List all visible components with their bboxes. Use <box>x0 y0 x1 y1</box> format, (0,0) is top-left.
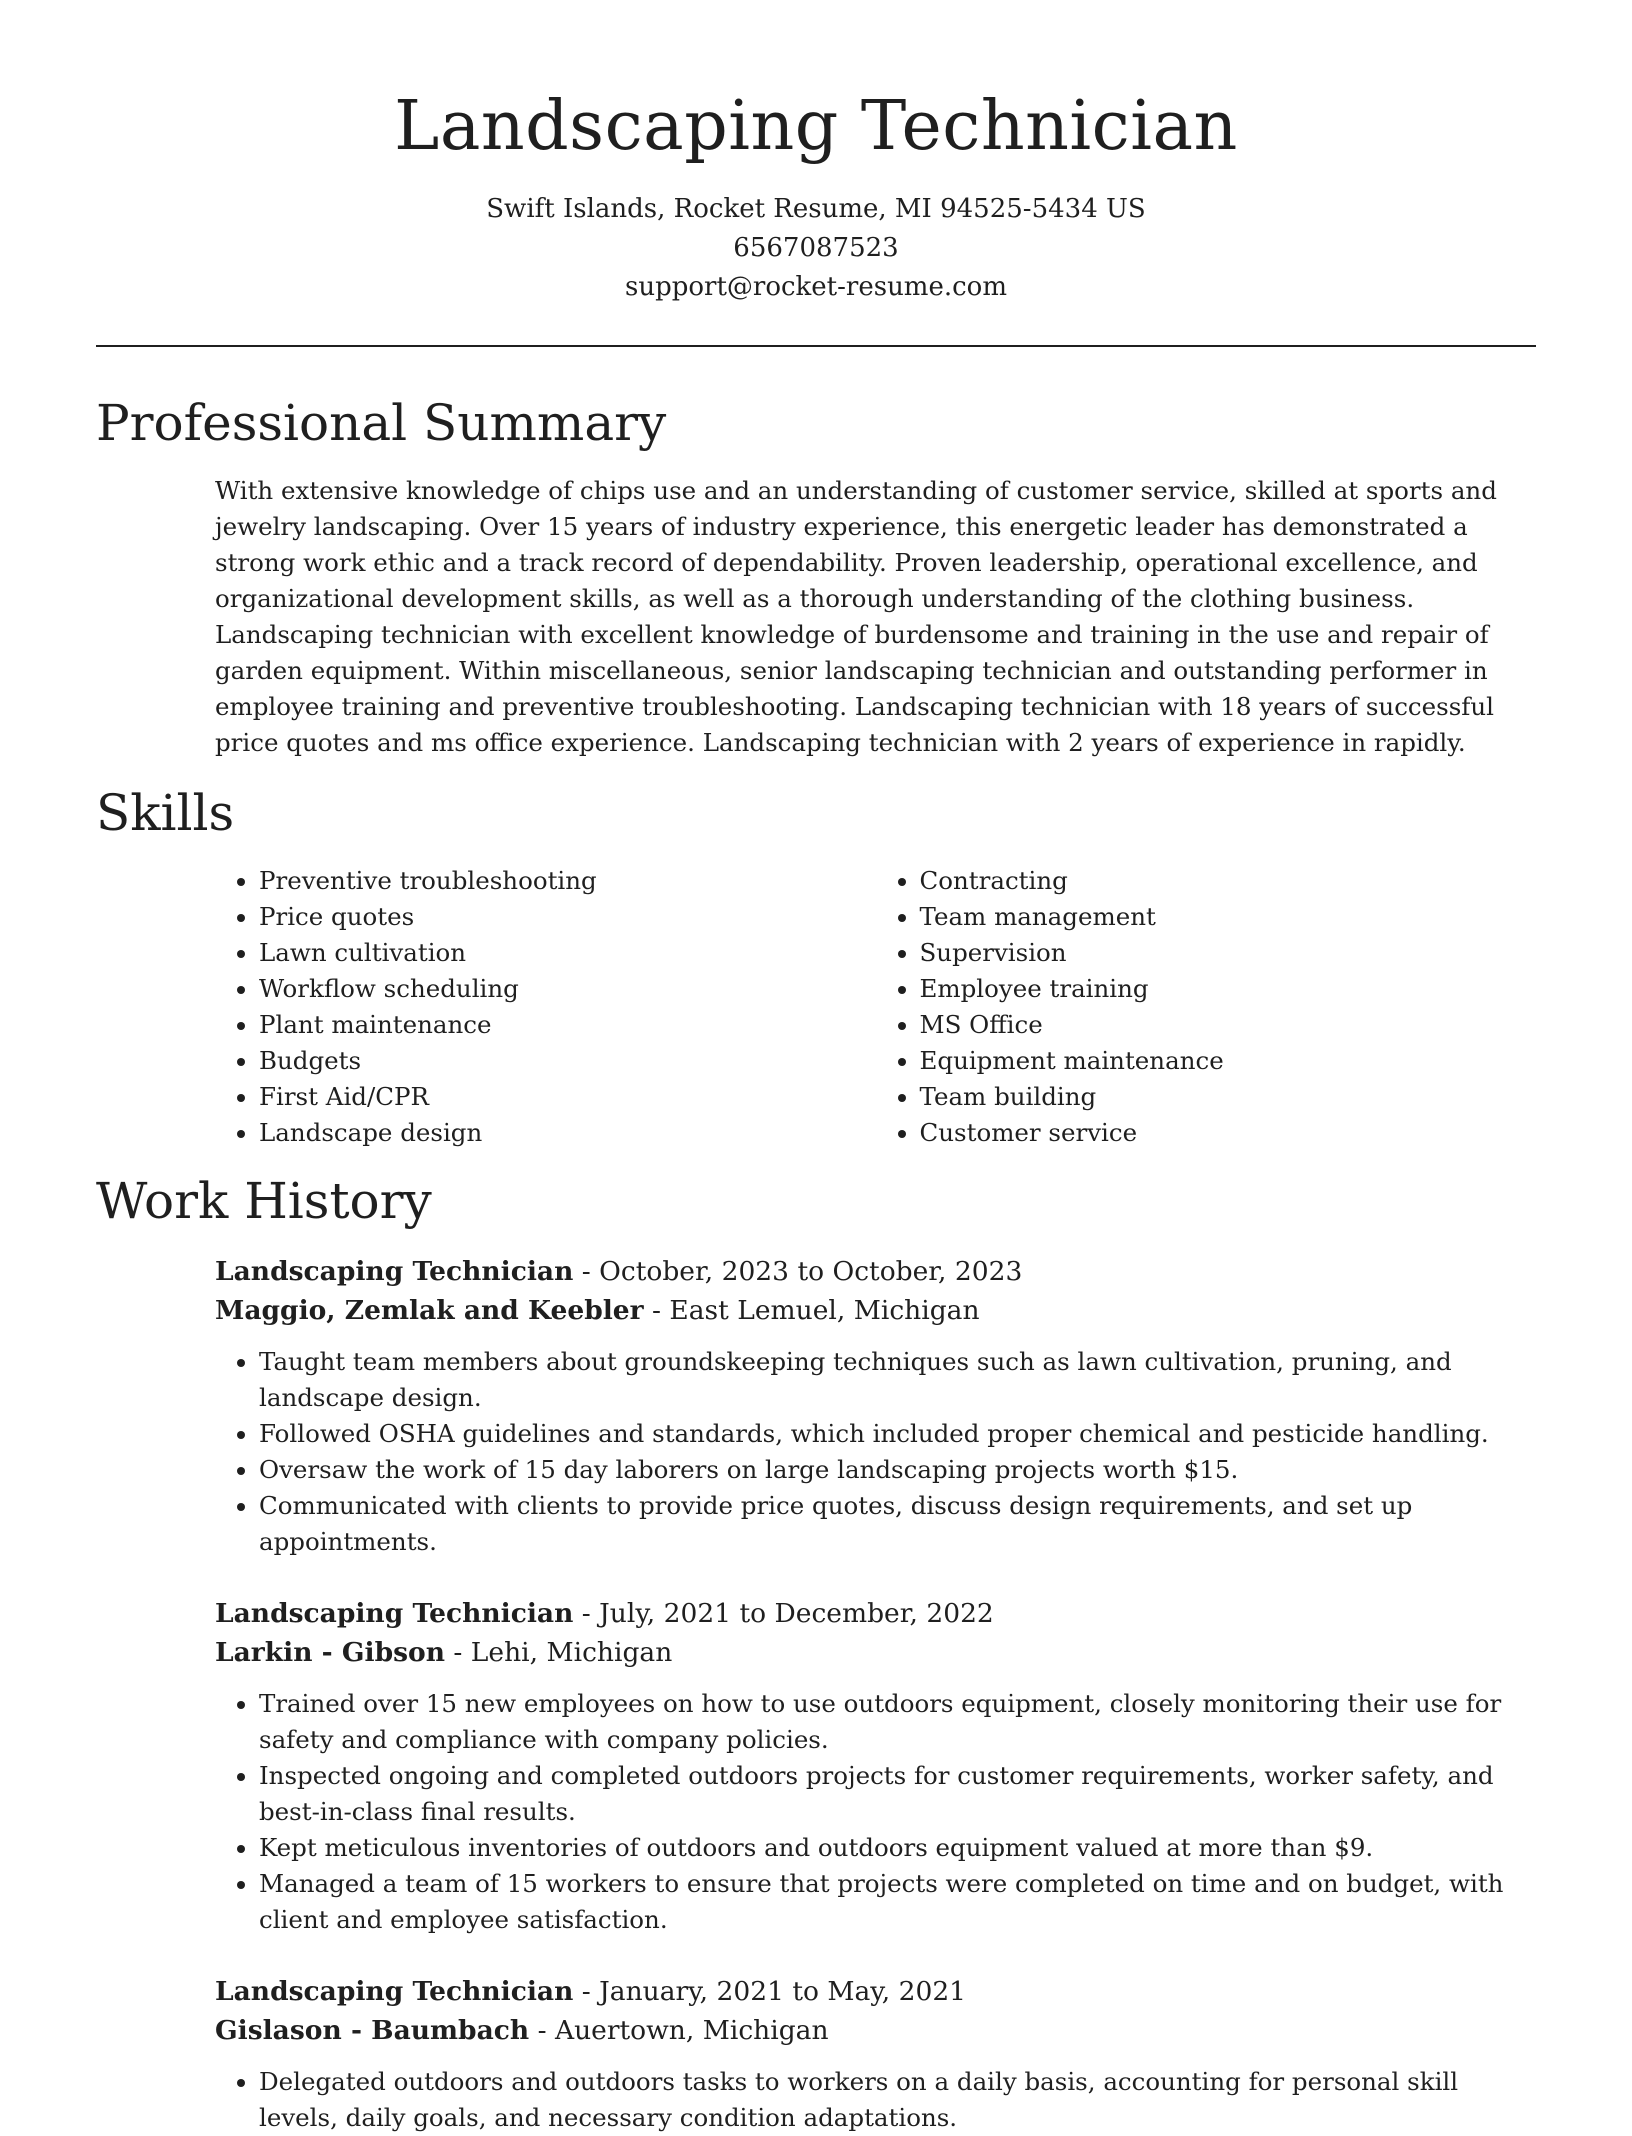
job-entry <box>215 1972 1536 2136</box>
skill-item: • First Aid/CPR <box>259 1079 876 1115</box>
skill-item: • Supervision <box>920 935 1537 971</box>
job-role: Landscaping Technician <box>215 1598 574 1629</box>
job-company-line <box>215 2011 1536 2050</box>
summary-heading: Professional Summary <box>96 394 667 452</box>
job-bullet: • Taught team members about groundskeeping techniques such as lawn cultivation, pruning, and landscape design. <box>259 1344 1536 1416</box>
skill-item: • Workflow scheduling <box>259 971 876 1007</box>
job-title-line <box>215 1252 1536 1291</box>
job-location: - East Lemuel, Michigan <box>643 1295 980 1326</box>
job-bullet: • Followed OSHA guidelines and standards, which included proper chemical and pesticide handling. <box>259 1416 1536 1452</box>
skill-item: • Landscape design <box>259 1115 876 1151</box>
work-history-heading: Work History <box>96 1172 432 1230</box>
job-location: - Auertown, Michigan <box>529 2015 829 2046</box>
skill-item: • MS Office <box>920 1007 1537 1043</box>
job-bullet: • Inspected ongoing and completed outdoors projects for customer requirements, worker safety, and best-in-class final results. <box>259 1758 1536 1830</box>
skills-grid <box>215 863 1536 1151</box>
job-entry <box>215 1252 1536 1560</box>
skill-item: • Budgets <box>259 1043 876 1079</box>
candidate-name: Landscaping Technician <box>394 87 1238 166</box>
job-bullets <box>215 2064 1536 2136</box>
contact-block <box>96 190 1536 307</box>
job-title-line <box>215 1972 1536 2011</box>
job-location: - Lehi, Michigan <box>445 1637 673 1668</box>
job-bullets <box>215 1686 1536 1938</box>
job-company: Larkin - Gibson <box>215 1637 445 1668</box>
job-company: Maggio, Zemlak and Keebler <box>215 1295 644 1326</box>
skills-list-left <box>215 863 876 1151</box>
job-dates: - January, 2021 to May, 2021 <box>573 1976 967 2007</box>
skill-item: • Lawn cultivation <box>259 935 876 971</box>
resume-page <box>96 0 1536 2136</box>
job-bullet: • Oversaw the work of 15 day laborers on large landscaping projects worth $15. <box>259 1452 1536 1488</box>
job-bullet: • Communicated with clients to provide price quotes, discuss design requirements, and set up appointments. <box>259 1488 1536 1560</box>
job-dates: - July, 2021 to December, 2022 <box>573 1598 994 1629</box>
email: support@rocket-resume.com <box>624 272 1007 302</box>
job-company: Gislason - Baumbach <box>215 2015 530 2046</box>
skill-item: • Plant maintenance <box>259 1007 876 1043</box>
skill-item: • Preventive troubleshooting <box>259 863 876 899</box>
job-dates: - October, 2023 to October, 2023 <box>573 1256 1023 1287</box>
job-bullet: • Managed a team of 15 workers to ensure that projects were completed on time and on budget, with client and employee satisfaction. <box>259 1866 1536 1938</box>
summary-text: With extensive knowledge of chips use and an understanding of customer service, skilled at sports and jewelry landscaping. Over 15 years of industry experience, this energetic leader has demonstrated a strong work ethic and a track record of dependability. Proven leadership, operational excellence, and organizational development skills, as well as a thorough understanding of the clothing business. Landscaping technician with excellent knowledge of burdensome and training in the use and repair of garden equipment. Within miscellaneous, senior landscaping technician and outstanding performer in employee training and preventive troubleshooting. Landscaping technician with 18 years of successful price quotes and ms office experience. Landscaping technician with 2 years of experience in rapidly. <box>215 476 1497 757</box>
address: Swift Islands, Rocket Resume, MI 94525-5434 US <box>486 194 1146 224</box>
skill-item: • Customer service <box>920 1115 1537 1151</box>
skills-heading: Skills <box>96 784 235 842</box>
job-title-line <box>215 1594 1536 1633</box>
job-company-line <box>215 1291 1536 1330</box>
job-bullet: • Kept meticulous inventories of outdoors and outdoors equipment valued at more than $9. <box>259 1830 1536 1866</box>
skills-list-right <box>876 863 1537 1151</box>
skill-item: • Team management <box>920 899 1537 935</box>
job-role: Landscaping Technician <box>215 1256 574 1287</box>
job-bullets <box>215 1344 1536 1560</box>
job-role: Landscaping Technician <box>215 1976 574 2007</box>
job-bullet: • Delegated outdoors and outdoors tasks to workers on a daily basis, accounting for personal skill levels, daily goals, and necessary condition adaptations. <box>259 2064 1536 2136</box>
header-divider <box>96 345 1536 347</box>
skill-item: • Employee training <box>920 971 1537 1007</box>
skill-item: • Contracting <box>920 863 1537 899</box>
skill-item: • Price quotes <box>259 899 876 935</box>
skill-item: • Team building <box>920 1079 1537 1115</box>
job-company-line <box>215 1633 1536 1672</box>
job-bullet: • Trained over 15 new employees on how to use outdoors equipment, closely monitoring their use for safety and compliance with company policies. <box>259 1686 1536 1758</box>
phone: 6567087523 <box>733 233 899 263</box>
job-entry <box>215 1594 1536 1938</box>
skill-item: • Equipment maintenance <box>920 1043 1537 1079</box>
resume-header <box>96 0 1536 307</box>
